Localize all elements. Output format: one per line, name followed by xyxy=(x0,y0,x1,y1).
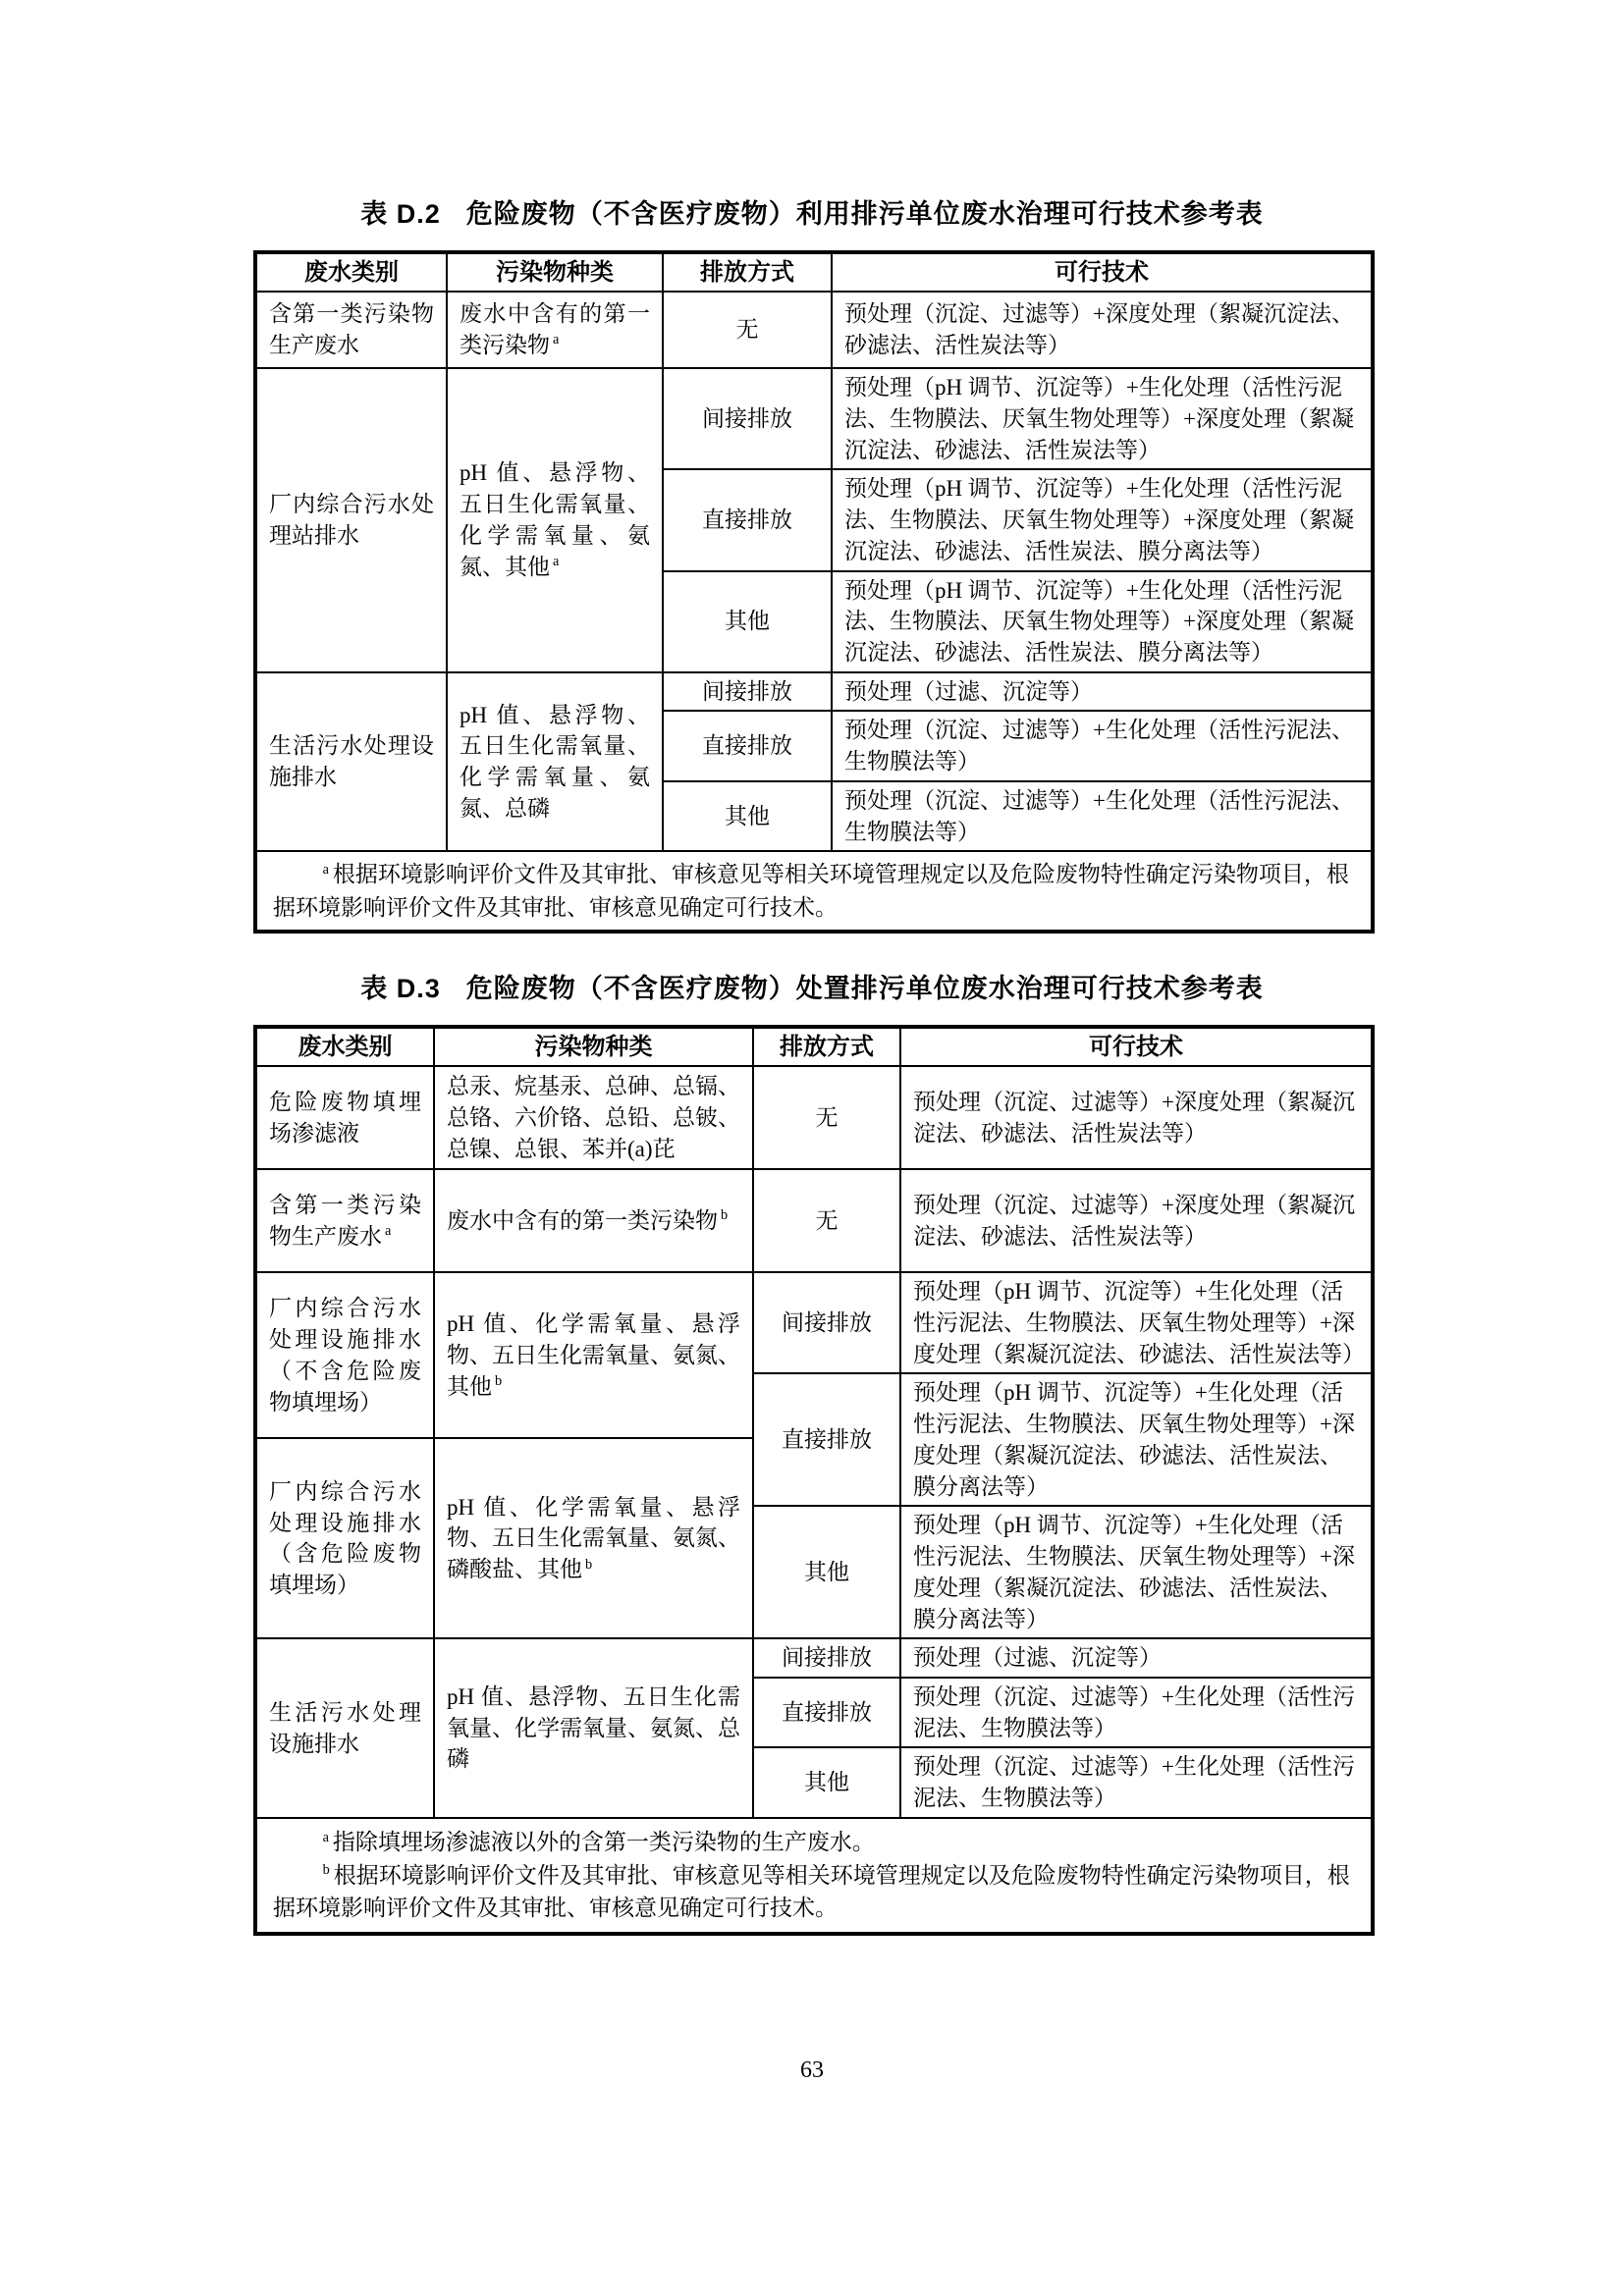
d2-plant-pollutant-text: pH 值、悬浮物、五日生化需氧量、化学需氧量、氨氮、其他 xyxy=(460,460,650,579)
d3-footnote-a-text: 指除填埋场渗滤液以外的含第一类污染物的生产废水。 xyxy=(332,1830,875,1855)
d3-domestic-waste: 生活污水处理设施排水 xyxy=(255,1638,434,1818)
d2-header-discharge-mode: 排放方式 xyxy=(663,252,832,292)
d3-header-pollutant-type: 污染物种类 xyxy=(434,1027,753,1066)
d2-domestic-waste: 生活污水处理设施排水 xyxy=(255,672,447,852)
d3-plant-incl-waste: 厂内综合污水处理设施排水（含危险废物填埋场） xyxy=(255,1438,434,1638)
d3-plant-direct-tech: 预处理（pH 调节、沉淀等）+生化处理（活性污泥法、生物膜法、厌氧生物处理等）+深度处理（絮凝沉淀法、砂滤法、活性炭法、膜分离法等） xyxy=(900,1373,1373,1506)
d3-leachate-pollutant: 总汞、烷基汞、总砷、总镉、总铬、六价铬、总铅、总铍、总镍、总银、苯并(a)芘 xyxy=(434,1066,753,1169)
d2-header-pollutant-type: 污染物种类 xyxy=(447,252,663,292)
d2-domestic-indirect-tech: 预处理（过滤、沉淀等） xyxy=(832,672,1373,712)
d3-first-class-discharge: 无 xyxy=(753,1169,900,1272)
d3-domestic-other-label: 其他 xyxy=(753,1747,900,1817)
d3-leachate-waste: 危险废物填埋场渗滤液 xyxy=(255,1066,434,1169)
d3-leachate-tech: 预处理（沉淀、过滤等）+深度处理（絮凝沉淀法、砂滤法、活性炭法等） xyxy=(900,1066,1373,1169)
d2-plant-waste: 厂内综合污水处理站排水 xyxy=(255,368,447,672)
d3-footnote-b-mark: b xyxy=(322,1862,330,1879)
d2-first-class-waste: 含第一类污染物生产废水 xyxy=(255,292,447,368)
document-page-content xyxy=(253,192,1371,1936)
d3-plant-incl-pollutant-footnote-mark: b xyxy=(585,1556,593,1573)
d3-footnote-a-mark: a xyxy=(322,1829,329,1845)
d3-first-class-pollutant-footnote-mark: b xyxy=(721,1207,729,1224)
d2-first-class-pollutant-text: 废水中含有的第一类污染物 xyxy=(460,301,650,358)
table-d3-caption xyxy=(253,967,1371,1005)
d3-footnote-cell xyxy=(255,1818,1373,1934)
d3-header-waste-type: 废水类别 xyxy=(255,1027,434,1066)
d3-header-discharge-mode: 排放方式 xyxy=(753,1027,900,1066)
table-d2 xyxy=(253,250,1375,934)
d3-plant-other-label: 其他 xyxy=(753,1506,900,1638)
d3-plant-incl-pollutant xyxy=(434,1438,753,1638)
d2-footnote-a xyxy=(273,858,1355,924)
d3-first-class-tech: 预处理（沉淀、过滤等）+深度处理（絮凝沉淀法、砂滤法、活性炭法等） xyxy=(900,1169,1373,1272)
d2-plant-direct-label: 直接排放 xyxy=(663,469,832,570)
d2-plant-pollutant-footnote-mark: a xyxy=(553,553,560,569)
d2-plant-direct-tech: 预处理（pH 调节、沉淀等）+生化处理（活性污泥法、生物膜法、厌氧生物处理等）+深度处理（絮凝沉淀法、砂滤法、活性炭法、膜分离法等） xyxy=(832,469,1373,570)
d2-first-class-pollutant-footnote-mark: a xyxy=(553,332,560,348)
d2-plant-pollutant xyxy=(447,368,663,672)
table-d2-caption-label: 表 D.2 xyxy=(360,199,441,229)
d3-plant-excl-pollutant xyxy=(434,1272,753,1438)
table-d3-caption-title: 危险废物（不含医疗废物）处置排污单位废水治理可行技术参考表 xyxy=(465,974,1264,1004)
d3-plant-indirect-label: 间接排放 xyxy=(753,1272,900,1373)
d2-footnote-a-mark: a xyxy=(322,861,329,878)
d3-header-feasible-tech: 可行技术 xyxy=(900,1027,1373,1066)
d2-domestic-direct-label: 直接排放 xyxy=(663,711,832,780)
d3-first-class-waste xyxy=(255,1169,434,1272)
d3-domestic-direct-tech: 预处理（沉淀、过滤等）+生化处理（活性污泥法、生物膜法等） xyxy=(900,1678,1373,1747)
d3-domestic-direct-label: 直接排放 xyxy=(753,1678,900,1747)
d2-plant-other-label: 其他 xyxy=(663,571,832,672)
d3-plant-other-tech: 预处理（pH 调节、沉淀等）+生化处理（活性污泥法、生物膜法、厌氧生物处理等）+深度处理（絮凝沉淀法、砂滤法、活性炭法、膜分离法等） xyxy=(900,1506,1373,1638)
d3-domestic-pollutant: pH 值、悬浮物、五日生化需氧量、化学需氧量、氨氮、总磷 xyxy=(434,1638,753,1818)
d3-plant-excl-pollutant-text: pH 值、化学需氧量、悬浮物、五日生化需氧量、氨氮、其他 xyxy=(447,1311,740,1399)
d2-domestic-pollutant: pH 值、悬浮物、五日生化需氧量、化学需氧量、氨氮、总磷 xyxy=(447,672,663,852)
d3-leachate-discharge: 无 xyxy=(753,1066,900,1169)
d3-domestic-indirect-tech: 预处理（过滤、沉淀等） xyxy=(900,1638,1373,1678)
d3-plant-excl-waste: 厂内综合污水处理设施排水（不含危险废物填埋场） xyxy=(255,1272,434,1438)
d3-footnote-b xyxy=(273,1859,1355,1925)
d3-footnote-b-text: 根据环境影响评价文件及其审批、审核意见等相关环境管理规定以及危险废物特性确定污染物项目，根据环境影响评价文件及其审批、审核意见确定可行技术。 xyxy=(273,1862,1350,1921)
d2-first-class-discharge: 无 xyxy=(663,292,832,368)
d3-domestic-other-tech: 预处理（沉淀、过滤等）+生化处理（活性污泥法、生物膜法等） xyxy=(900,1747,1373,1817)
d2-domestic-indirect-label: 间接排放 xyxy=(663,672,832,712)
page-number: 63 xyxy=(800,2057,824,2083)
d3-first-class-waste-footnote-mark: a xyxy=(385,1223,392,1240)
d2-domestic-direct-tech: 预处理（沉淀、过滤等）+生化处理（活性污泥法、生物膜法等） xyxy=(832,711,1373,780)
d3-first-class-pollutant-text: 废水中含有的第一类污染物 xyxy=(447,1207,718,1233)
d2-domestic-other-label: 其他 xyxy=(663,781,832,851)
d2-first-class-tech: 预处理（沉淀、过滤等）+深度处理（絮凝沉淀法、砂滤法、活性炭法等） xyxy=(832,292,1373,368)
d2-header-waste-type: 废水类别 xyxy=(255,252,447,292)
d2-footnote-cell xyxy=(255,851,1373,932)
d2-footnote-a-text: 根据环境影响评价文件及其审批、审核意见等相关环境管理规定以及危险废物特性确定污染物项目，根据环境影响评价文件及其审批、审核意见确定可行技术。 xyxy=(273,862,1349,920)
table-d3 xyxy=(253,1025,1375,1936)
d2-plant-indirect-label: 间接排放 xyxy=(663,368,832,469)
d2-domestic-other-tech: 预处理（沉淀、过滤等）+生化处理（活性污泥法、生物膜法等） xyxy=(832,781,1373,851)
d2-plant-other-tech: 预处理（pH 调节、沉淀等）+生化处理（活性污泥法、生物膜法、厌氧生物处理等）+深度处理（絮凝沉淀法、砂滤法、活性炭法、膜分离法等） xyxy=(832,571,1373,672)
d3-domestic-indirect-label: 间接排放 xyxy=(753,1638,900,1678)
d3-footnote-a xyxy=(273,1826,1355,1858)
d2-header-feasible-tech: 可行技术 xyxy=(832,252,1373,292)
d3-plant-excl-pollutant-footnote-mark: b xyxy=(495,1373,503,1389)
table-d2-caption-title: 危险废物（不含医疗废物）利用排污单位废水治理可行技术参考表 xyxy=(465,199,1264,229)
d3-plant-incl-pollutant-text: pH 值、化学需氧量、悬浮物、五日生化需氧量、氨氮、磷酸盐、其他 xyxy=(447,1494,740,1582)
d3-first-class-pollutant xyxy=(434,1169,753,1272)
d2-plant-indirect-tech: 预处理（pH 调节、沉淀等）+生化处理（活性污泥法、生物膜法、厌氧生物处理等）+深度处理（絮凝沉淀法、砂滤法、活性炭法等） xyxy=(832,368,1373,469)
d3-plant-indirect-tech: 预处理（pH 调节、沉淀等）+生化处理（活性污泥法、生物膜法、厌氧生物处理等）+深度处理（絮凝沉淀法、砂滤法、活性炭法等） xyxy=(900,1272,1373,1373)
d3-first-class-waste-text: 含第一类污染物生产废水 xyxy=(269,1192,421,1249)
table-d3-caption-label: 表 D.3 xyxy=(360,974,441,1004)
table-d2-caption xyxy=(253,192,1371,231)
d3-plant-direct-label: 直接排放 xyxy=(753,1373,900,1506)
d2-first-class-pollutant xyxy=(447,292,663,368)
